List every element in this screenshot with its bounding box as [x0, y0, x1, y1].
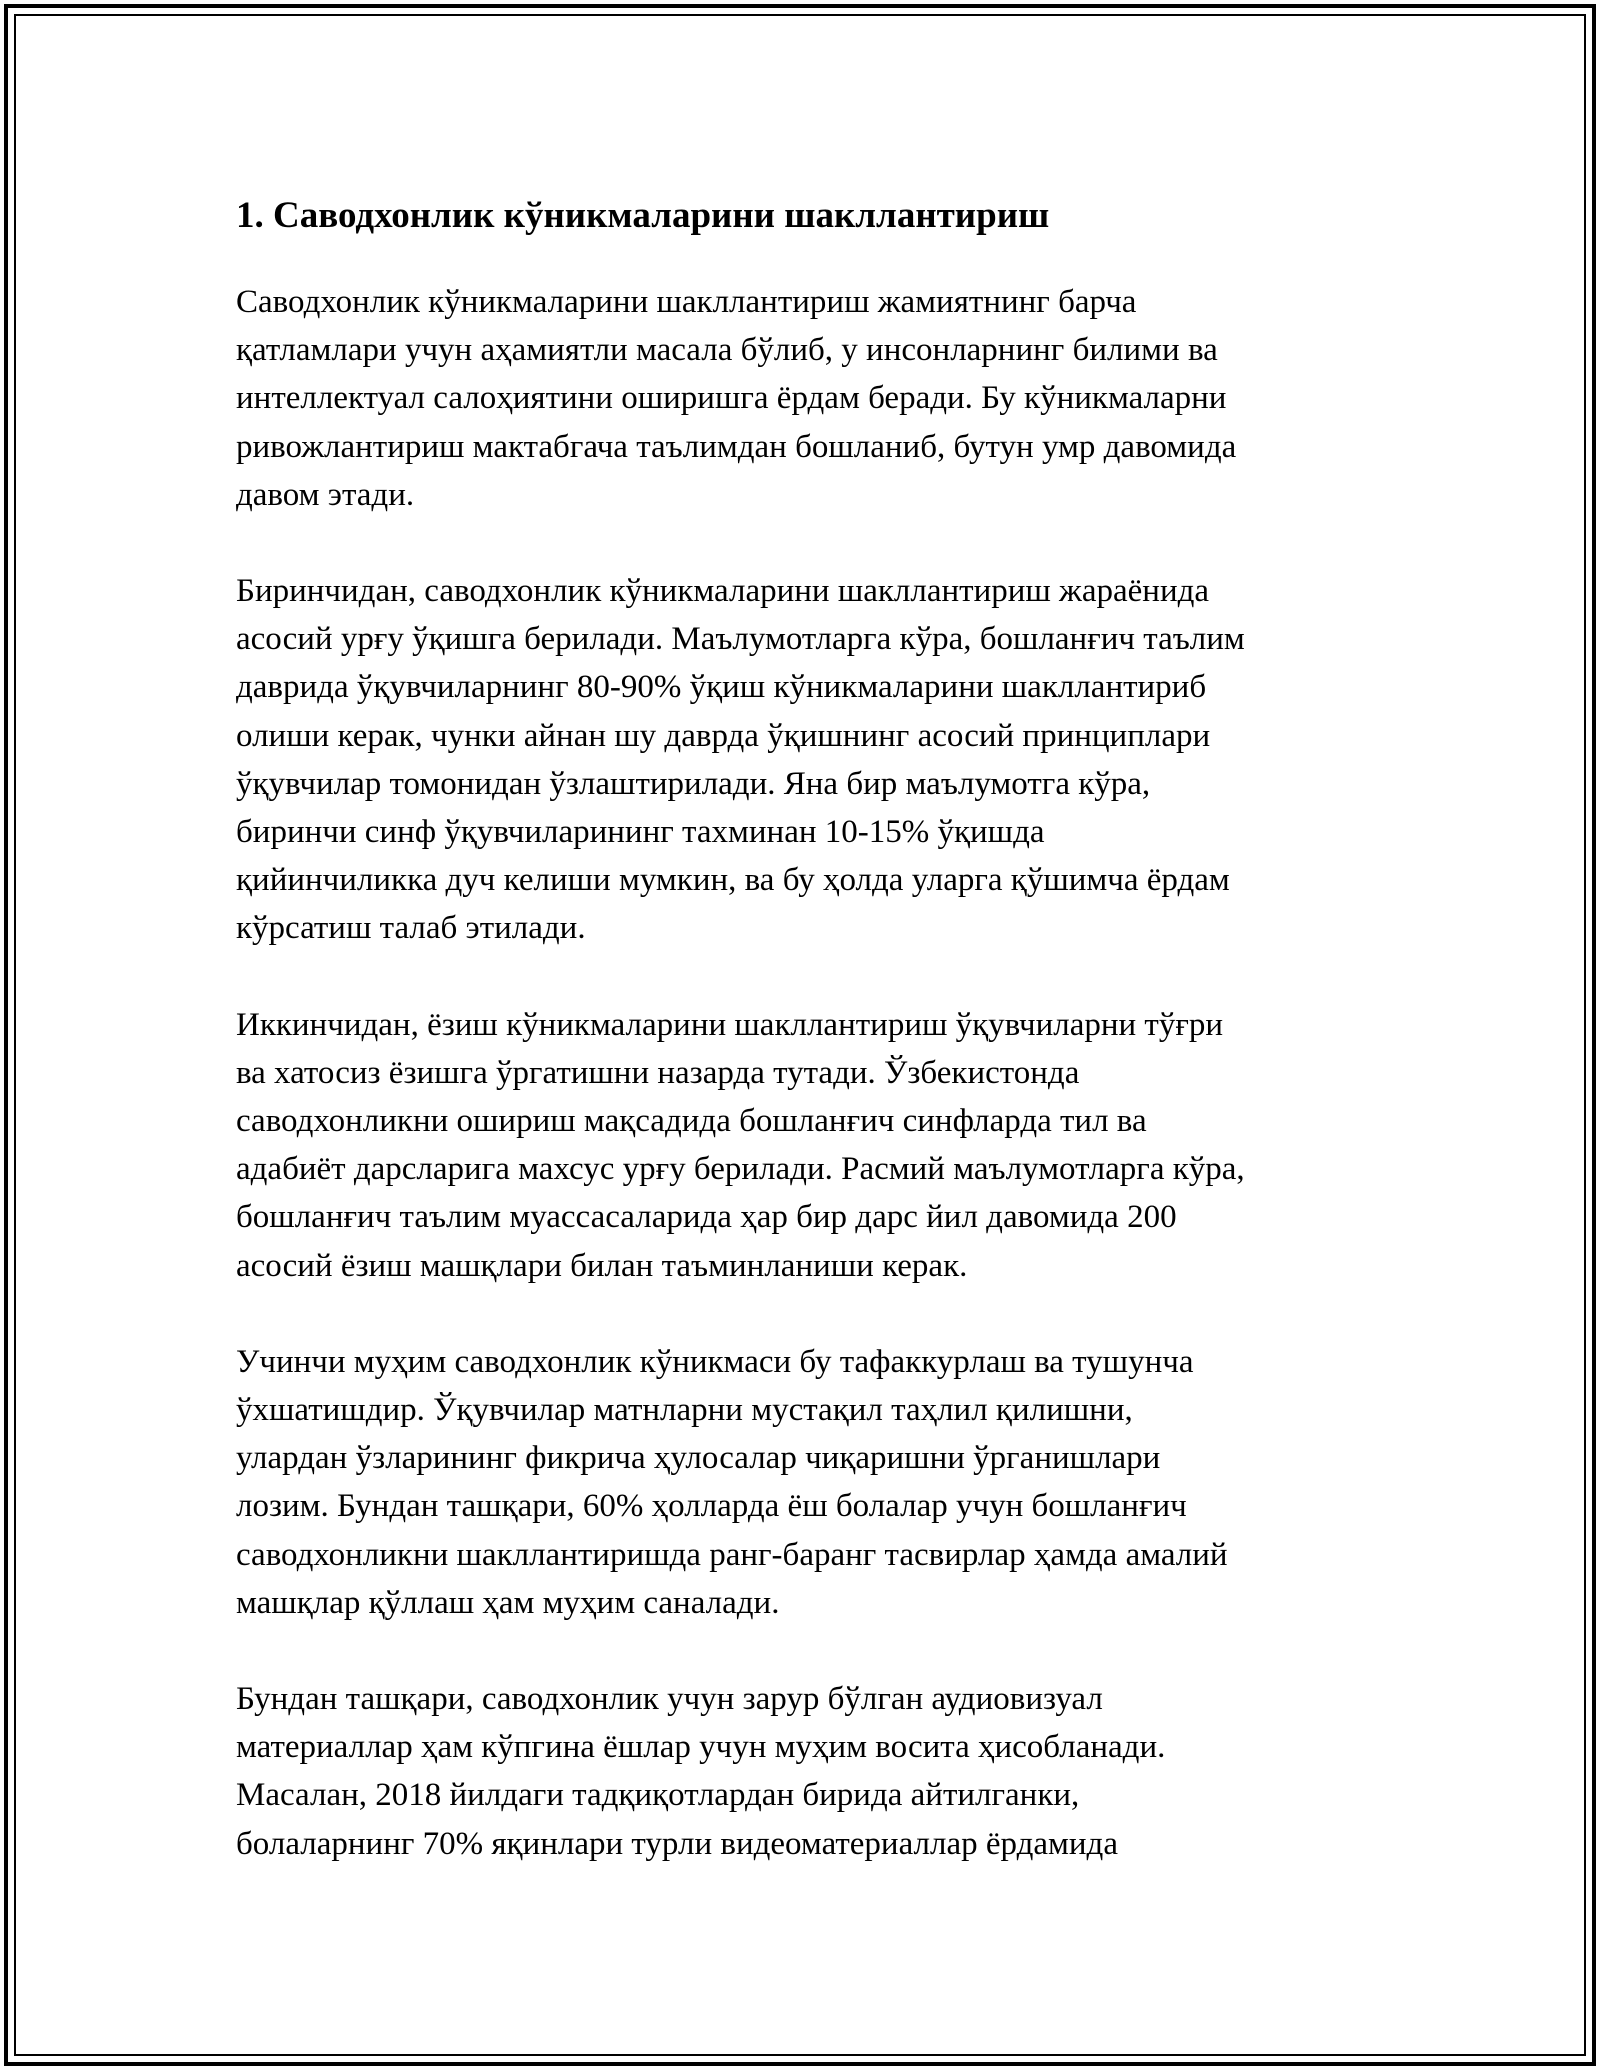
paragraph-line: олиши керак, чунки айнан шу даврда ўқишнинг асосий принциплари — [236, 717, 1211, 754]
paragraph-line: Бундан ташқари, саводхонлик учун зарур бўлган аудиовизуал — [236, 1681, 1103, 1718]
paragraph-line: лозим. Бундан ташқари, 60% ҳолларда ёш болалар учун бошланғич — [236, 1488, 1187, 1525]
paragraph-2 — [236, 567, 1376, 953]
paragraph-line: улардан ўзларининг фикрича ҳулосалар чиқаришни ўрганишлари — [236, 1440, 1161, 1477]
paragraph-line: Биринчидан, саводхонлик кўникмаларини шакллантириш жараёнида — [236, 573, 1210, 610]
paragraph-5 — [236, 1675, 1376, 1868]
paragraph-line: қатламлари учун аҳамиятли масала бўлиб, у инсонларнинг билими ва — [236, 332, 1218, 369]
paragraph-line: болаларнинг 70% яқинлари турли видеоматериаллар ёрдамида — [236, 1825, 1118, 1862]
paragraph-line: кўрсатиш талаб этилади. — [236, 910, 586, 947]
paragraph-line: ривожлантириш мактабгача таълимдан бошланиб, бутун умр давомида — [236, 428, 1237, 465]
paragraph-3 — [236, 1001, 1376, 1290]
paragraph-line: асосий урғу ўқишга берилади. Маълумотларга кўра, бошланғич таълим — [236, 621, 1245, 658]
paragraph-line: машқлар қўллаш ҳам муҳим саналади. — [236, 1584, 780, 1621]
paragraph-line: даврида ўқувчиларнинг 80-90% ўқиш кўникмаларини шакллантириб — [236, 669, 1207, 706]
paragraph-line: материаллар ҳам кўпгина ёшлар учун муҳим восита ҳисобланади. — [236, 1729, 1166, 1766]
paragraph-line: саводхонликни ошириш мақсадида бошланғич синфларда тил ва — [236, 1103, 1147, 1140]
paragraph-1 — [236, 278, 1376, 519]
paragraph-line: давом этади. — [236, 476, 415, 513]
paragraph-line: асосий ёзиш машқлари билан таъминланиши керак. — [236, 1247, 968, 1284]
section-heading: 1. Саводхонлик кўникмаларини шакллантириш — [236, 195, 1050, 236]
paragraph-line: Саводхонлик кўникмаларини шакллантириш жамиятнинг барча — [236, 284, 1137, 320]
document-body — [236, 190, 1376, 1916]
paragraph-line: ўқувчилар томонидан ўзлаштирилади. Яна бир маълумотга кўра, — [236, 765, 1151, 802]
paragraph-line: ўхшатишдир. Ўқувчилар матнларни мустақил таҳлил қилишни, — [236, 1392, 1133, 1429]
paragraph-line: қийинчиликка дуч келиши мумкин, ва бу ҳолда уларга қўшимча ёрдам — [236, 862, 1230, 899]
paragraph-4 — [236, 1338, 1376, 1627]
paragraph-line: адабиёт дарсларига махсус урғу берилади. Расмий маълумотларга кўра, — [236, 1151, 1245, 1188]
paragraph-line: ва хатосиз ёзишга ўргатишни назарда тутади. Ўзбекистонда — [236, 1054, 1080, 1091]
paragraph-line: биринчи синф ўқувчиларининг тахминан 10-15% ўқишда — [236, 814, 1045, 851]
paragraph-line: Масалан, 2018 йилдаги тадқиқотлардан бирида айтилганки, — [236, 1777, 1080, 1814]
paragraph-line: Учинчи муҳим саводхонлик кўникмаси бу тафаккурлаш ва тушунча — [236, 1343, 1194, 1380]
paragraph-line: саводхонликни шакллантиришда ранг-баранг тасвирлар ҳамда амалий — [236, 1536, 1228, 1573]
paragraph-line: Иккинчидан, ёзиш кўникмаларини шакллантириш ўқувчиларни тўғри — [236, 1006, 1224, 1043]
paragraph-line: интеллектуал салоҳиятини оширишга ёрдам беради. Бу кўникмаларни — [236, 380, 1227, 417]
paragraph-line: бошланғич таълим муассасаларида ҳар бир дарс йил давомида 200 — [236, 1199, 1177, 1236]
